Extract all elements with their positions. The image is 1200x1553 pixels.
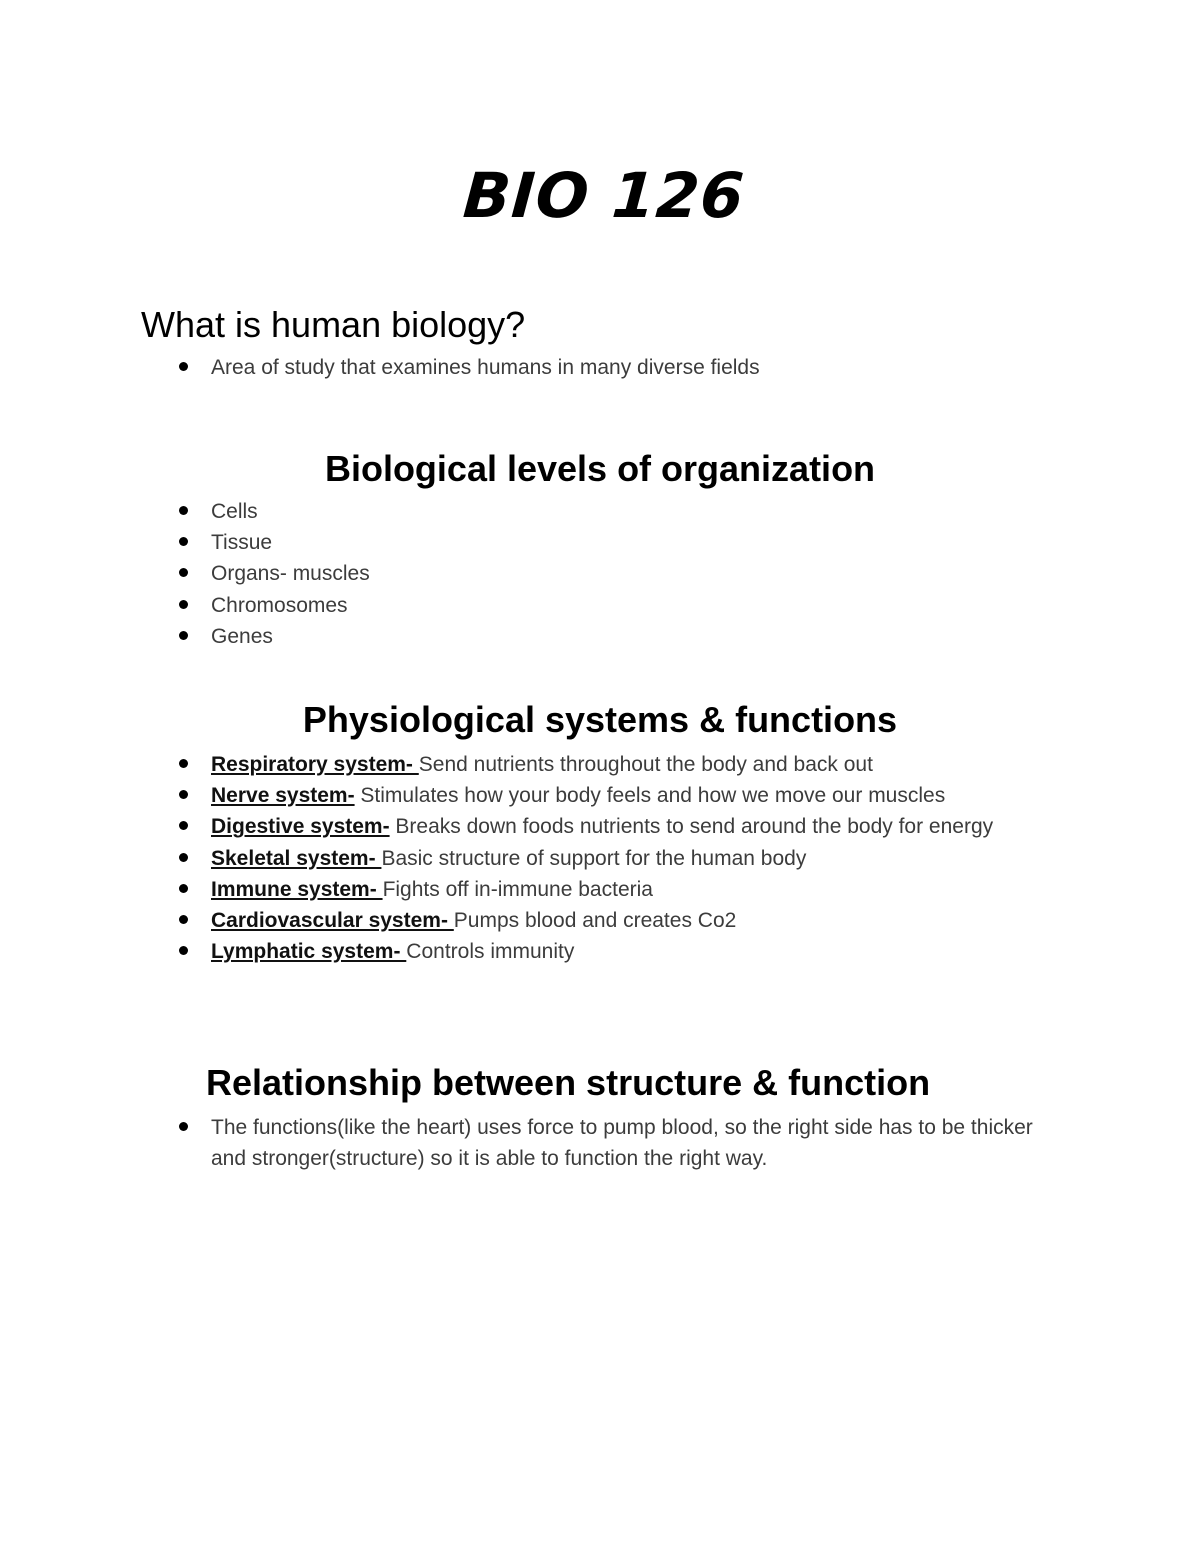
system-term: Cardiovascular system- [211,909,454,933]
systems-list [0,749,1200,967]
bullet-icon [179,568,188,577]
list-item [0,843,1200,874]
list-item [0,496,1200,527]
bullet-icon [179,537,188,546]
system-description: Basic structure of support for the human body [381,846,807,870]
system-description: Fights off in-immune bacteria [382,877,653,901]
system-description: Controls immunity [406,940,575,964]
bullet-icon [179,915,188,924]
bullet-icon [179,790,188,799]
list-item [0,590,1200,621]
system-description: Stimulates how your body feels and how we move our muscles [354,784,946,808]
list-item [0,621,1200,652]
bullet-icon [179,759,188,768]
system-term: Nerve system- [211,784,355,808]
list-item [0,936,1200,967]
system-description: Pumps blood and creates Co2 [453,909,737,933]
system-term: Skeletal system- [211,846,382,870]
list-item-text: The functions(like the heart) uses force to pump blood, so the right side has to be thicker and stronger(structure) so it is able to function the right way. [211,1116,1033,1171]
bullet-icon [179,506,188,515]
list-item-text: Tissue [211,531,273,555]
list-item [0,1112,1200,1174]
systems-heading: Physiological systems & functions [302,699,898,740]
system-term: Immune system- [211,877,383,901]
list-item-text: Cells [211,500,258,523]
list-item-text: Genes [211,624,273,648]
bullet-icon [179,1122,188,1131]
system-description: Send nutrients throughout the body and back out [418,753,873,776]
intro-heading: What is human biology? [141,304,526,345]
list-item [0,780,1200,811]
bullet-icon [179,821,188,830]
list-item [0,905,1200,936]
intro-list [0,352,1200,383]
list-item-text: Chromosomes [211,593,348,617]
bullet-icon [179,631,188,640]
system-description: Breaks down foods nutrients to send around the body for energy [389,815,994,839]
levels-heading: Biological levels of organization [324,448,876,489]
bullet-icon [179,853,188,862]
list-item [0,558,1200,589]
system-term: Digestive system- [211,815,390,839]
list-item-text: Area of study that examines humans in many diverse fields [211,356,760,379]
bullet-icon [179,362,188,371]
list-item [0,811,1200,842]
list-item-text: Organs- muscles [211,562,370,586]
list-item [0,352,1200,383]
list-item [0,527,1200,558]
system-term: Respiratory system- [211,753,419,776]
bullet-icon [179,600,188,609]
list-item [0,749,1200,780]
relationship-heading: Relationship between structure & function [206,1062,931,1103]
list-item [0,874,1200,905]
levels-list [0,496,1200,652]
bullet-icon [179,884,188,893]
relationship-list [0,1112,1200,1174]
bullet-icon [179,946,188,955]
document-title: BIO 126 [460,159,748,232]
system-term: Lymphatic system- [211,940,407,964]
